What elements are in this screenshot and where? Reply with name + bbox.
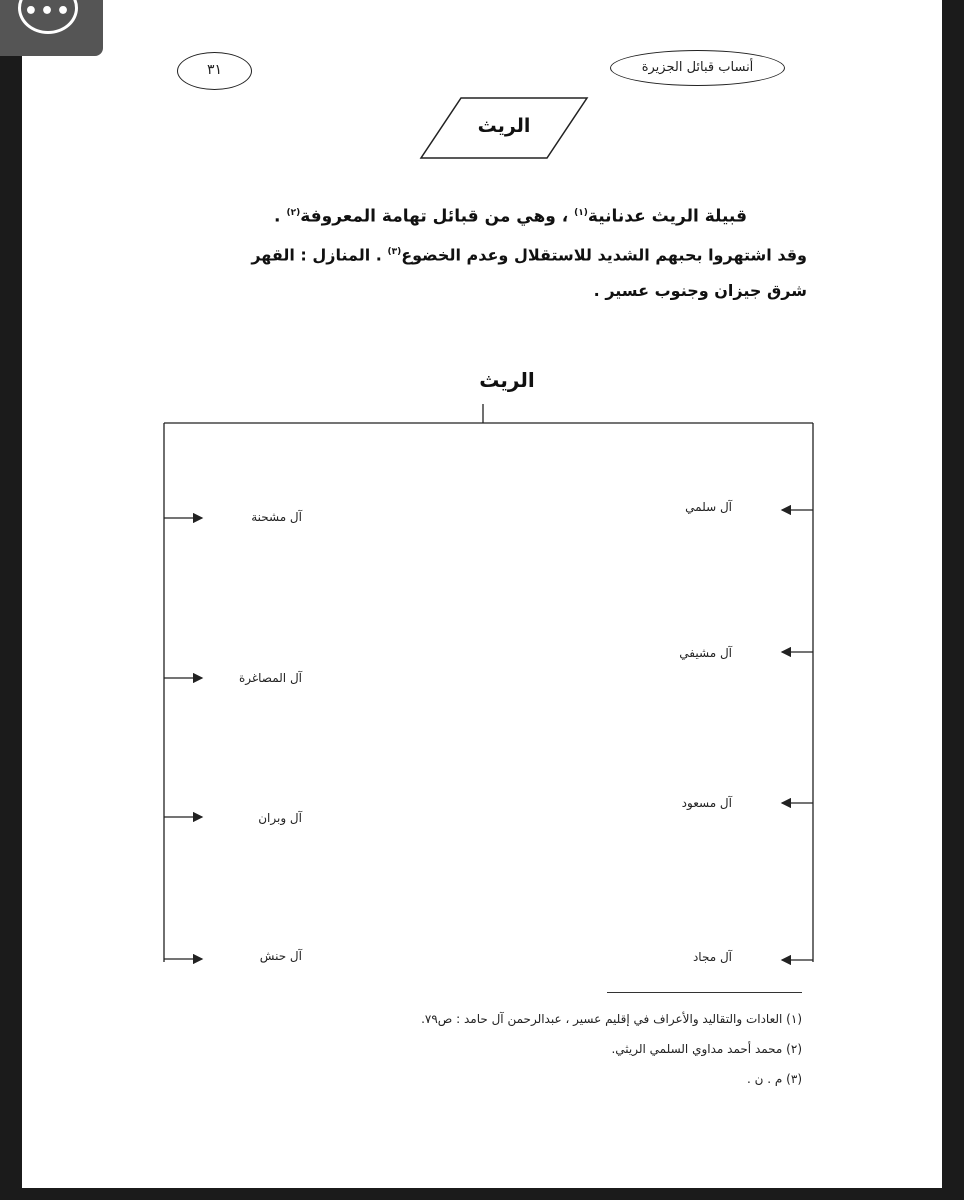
branch-al-hanash: آل حنش bbox=[259, 949, 302, 963]
page-number: ٣١ bbox=[206, 62, 223, 78]
footnote-divider bbox=[607, 992, 802, 993]
branch-al-masoud: آل مسعود bbox=[681, 796, 732, 810]
footnote-ref-2: (٢) bbox=[286, 208, 301, 218]
branch-al-mushifi: آل مشيفي bbox=[679, 646, 732, 660]
footnote-1: (١) العادات والتقاليد والأعراف في إقليم عسير ، عبدالرحمن آل حامد : ص٧٩. bbox=[421, 1012, 802, 1026]
branch-al-wabran: آل وبران bbox=[258, 811, 302, 825]
footnote-2: (٢) محمد أحمد مداوي السلمي الريثي. bbox=[611, 1042, 802, 1056]
intro-line-2: وقد اشتهروا بحبهم الشديد للاستقلال وعدم الخضوع$^{(٣)}$ . المنازل : القهر شرق جيزان وجنوب عسير . bbox=[251, 244, 807, 300]
tree-root-label: الريث bbox=[479, 368, 535, 392]
book-title: أنساب قبائل الجزيرة bbox=[641, 60, 754, 75]
branch-al-mushahna: آل مشحنة bbox=[251, 510, 302, 524]
footnote-ref-3: (٣) bbox=[387, 246, 402, 257]
branch-al-majjad: آل مجاد bbox=[692, 950, 732, 964]
more-options-button[interactable] bbox=[0, 0, 103, 56]
more-options-icon: ••• bbox=[18, 0, 78, 34]
footnotes bbox=[322, 1004, 802, 1094]
document-page bbox=[22, 0, 942, 1188]
footnote-3: (٣) م . ن . bbox=[747, 1072, 802, 1086]
footnote-ref-1: (١) bbox=[574, 208, 588, 218]
branch-al-salmi: آل سلمي bbox=[685, 500, 732, 514]
branch-al-masaghira: آل المصاغرة bbox=[238, 671, 302, 685]
intro-line-1: قبيلة الريث عدنانية$^{(١)}$ ، وهي من قبائل تهامة المعروفة$^{(٢)}$ . bbox=[274, 206, 747, 227]
section-title: الريث bbox=[477, 115, 531, 137]
